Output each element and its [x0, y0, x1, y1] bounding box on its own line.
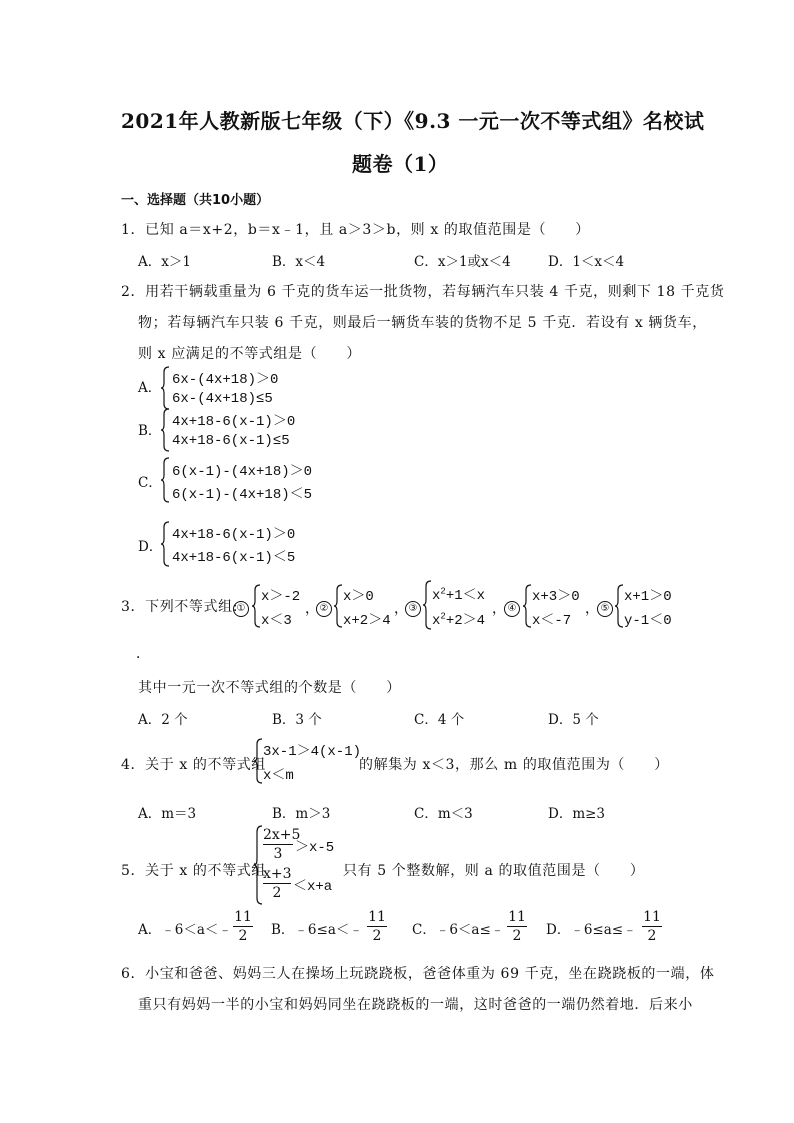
question-3-option-a: A．2 个 — [138, 712, 188, 728]
question-3-stem: 3．下列不等式组: — [121, 599, 239, 615]
inequality-line: x＜3 — [261, 613, 292, 629]
inequality-line: x+2＞4 — [343, 613, 391, 629]
brace-icon — [160, 408, 170, 452]
question-4-option-c: C．m＜3 — [414, 806, 473, 822]
question-4-system — [253, 738, 363, 784]
question-3-marker-5: ⑤ — [597, 596, 613, 617]
fraction-numerator: x+3 — [263, 866, 292, 882]
question-1-option-d: D．1＜x＜4 — [548, 254, 625, 270]
question-2-option-a-system — [160, 366, 300, 410]
inequality-line: x＞0 — [343, 589, 374, 605]
inequality-line: 6(x-1)-(4x+18)＜5 — [172, 487, 312, 503]
inequality-line: y-1＜0 — [624, 613, 672, 629]
question-2-option-a-label: A． — [138, 380, 162, 396]
question-2-option-c-label: C． — [138, 475, 162, 491]
brace-icon — [253, 738, 263, 784]
inequality-line: x＜-7 — [532, 613, 572, 629]
inequality-line: 6(x-1)-(4x+18)＞0 — [172, 464, 312, 480]
inequality-line: 6x-(4x+18)≤5 — [172, 391, 273, 407]
question-2-option-c-system — [160, 457, 312, 505]
brace-icon — [160, 521, 170, 567]
brace-icon — [422, 580, 432, 630]
question-4-option-b: B．m＞3 — [272, 806, 331, 822]
question-4-stem-suffix: 的解集为 x＜3，那么 m 的取值范围为（ ） — [359, 757, 669, 773]
inequality-line: 4x+18-6(x-1)＜5 — [172, 550, 296, 566]
question-3-system-4 — [522, 584, 588, 628]
question-5-stem-suffix: 只有 5 个整数解，则 a 的取值范围是（ ） — [343, 863, 645, 879]
inequality-line: x+3＞0 — [532, 589, 580, 605]
question-3-option-b: B．3 个 — [272, 712, 322, 728]
brace-icon — [522, 584, 532, 628]
inequality-line: 4x+18-6(x-1)＞0 — [172, 414, 296, 430]
question-2-option-b-label: B． — [138, 423, 162, 439]
fraction: 11 2 — [508, 909, 526, 944]
brace-icon — [160, 366, 170, 410]
question-2-stem-line2: 物；若每辆汽车只装 6 千克，则最后一辆货车装的货物不足 5 千克．若设有 x 辆货车， — [138, 315, 707, 331]
inequality-rest: ＜x+a — [293, 879, 333, 895]
question-3-system-2 — [333, 584, 395, 628]
question-3-system-1 — [251, 584, 306, 628]
question-3-option-c: C．4 个 — [414, 712, 465, 728]
brace-icon — [160, 457, 170, 503]
page-title-line2: 题卷（1） — [352, 152, 449, 176]
inequality-line: x＞-2 — [261, 589, 301, 605]
question-5-system — [253, 825, 343, 905]
question-2-stem-line1: 2．用若干辆载重量为 6 千克的货车运一批货物，若每辆汽车只装 4 千克，则剩下 18 千克货 — [121, 284, 725, 300]
question-3-system-5 — [614, 584, 680, 628]
question-1-option-a: A．x＞1 — [138, 254, 191, 270]
fraction — [263, 866, 291, 901]
inequality-line: $x^2+2>4$ — [432, 611, 486, 629]
brace-icon — [614, 584, 624, 628]
question-4-option-d: D．m≥3 — [548, 806, 606, 822]
question-3-system-3 — [422, 580, 494, 632]
question-3-period: ． — [136, 646, 151, 662]
question-5-option-b: B．﹣6≤a＜﹣ — [271, 922, 363, 938]
fraction-denominator: 2 — [272, 885, 282, 901]
inequality-line: 6x-(4x+18)＞0 — [172, 372, 279, 388]
question-5-option-c: C．﹣6＜a≤﹣ — [412, 922, 505, 938]
question-4-stem-prefix: 4．关于 x 的不等式组 — [121, 757, 266, 773]
brace-icon — [251, 584, 261, 628]
question-2-option-d-system — [160, 521, 310, 567]
question-3-option-d: D．5 个 — [548, 712, 599, 728]
question-3-marker-1: ① — [233, 596, 249, 617]
fraction: 11 2 — [234, 909, 252, 944]
question-4-option-a: A．m＝3 — [138, 806, 197, 822]
question-3-marker-4: ④ — [504, 596, 520, 617]
fraction-denominator: 3 — [273, 846, 283, 862]
question-3-marker-3: ③ — [405, 596, 421, 617]
question-1-option-b: B．x＜4 — [272, 254, 326, 270]
inequality-line: $x^2+1<x$ — [432, 586, 486, 604]
inequality-rest: ＞x-5 — [295, 840, 335, 856]
brace-icon — [333, 584, 343, 628]
inequality-line: x＜m — [263, 768, 294, 784]
question-5-option-a: A．﹣6＜a＜﹣ — [138, 922, 232, 938]
inequality-line: 3x-1＞4(x-1) — [263, 744, 362, 760]
fraction-numerator: 2x+5 — [263, 827, 301, 843]
question-2-option-b-system — [160, 408, 310, 452]
question-5-option-d: D．﹣6≤a≤﹣ — [546, 922, 637, 938]
fraction: 11 2 — [643, 909, 661, 944]
brace-icon — [253, 825, 263, 905]
fraction — [263, 827, 301, 862]
inequality-line: 4x+18-6(x-1)≤5 — [172, 433, 290, 449]
question-6-stem-line1: 6．小宝和爸爸、妈妈三人在操场上玩跷跷板，爸爸体重为 69 千克，坐在跷跷板的一端，体 — [121, 966, 715, 982]
inequality-line: x+1＞0 — [624, 589, 672, 605]
question-3-question: 其中一元一次不等式组的个数是（ ） — [138, 680, 401, 696]
section-heading: 一、选择题（共10小题） — [121, 193, 270, 208]
question-3-marker-2: ② — [316, 596, 332, 617]
question-6-stem-line2: 重只有妈妈一半的小宝和妈妈同坐在跷跷板的一端，这时爸爸的一端仍然着地．后来小 — [138, 997, 693, 1013]
question-2-option-d-label: D． — [138, 539, 163, 555]
question-1-stem: 1．已知 a＝x+2，b＝x﹣1，且 a＞3＞b，则 x 的取值范围是（ ） — [121, 222, 590, 238]
question-2-stem-line3: 则 x 应满足的不等式组是（ ） — [138, 346, 361, 362]
page-title-line1: 2021年人教新版七年级（下）《9.3 一元一次不等式组》名校试 — [121, 109, 705, 133]
question-5-stem-prefix: 5．关于 x 的不等式组 — [121, 863, 266, 879]
inequality-line: 4x+18-6(x-1)＞0 — [172, 527, 296, 543]
fraction: 11 2 — [368, 909, 386, 944]
question-1-option-c: C．x＞1或x＜4 — [414, 254, 511, 270]
